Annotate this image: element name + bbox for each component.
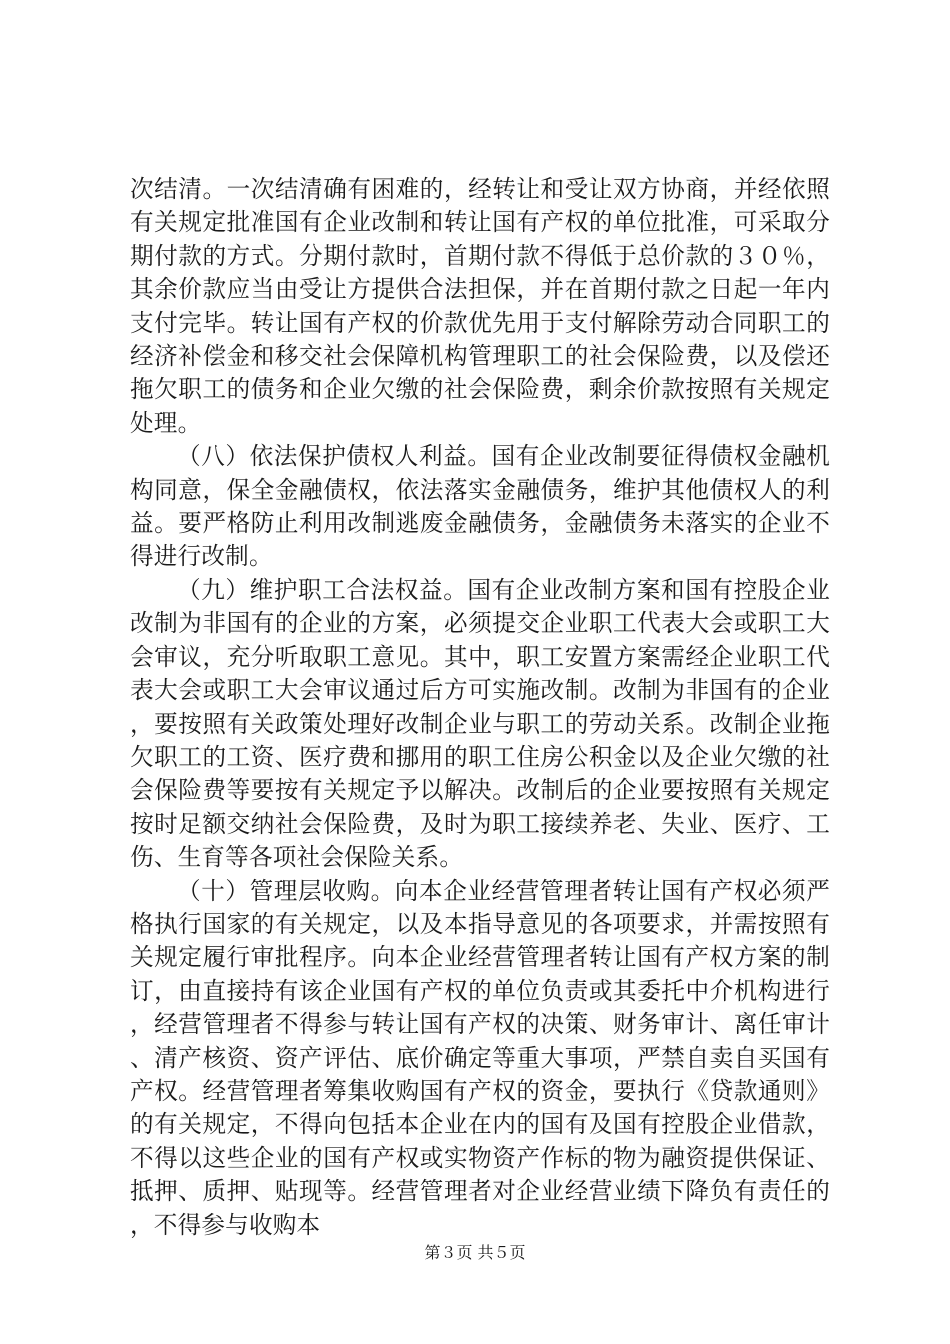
paragraph-section-9: （九）维护职工合法权益。国有企业改制方案和国有控股企业改制为非国有的企业的方案，必须提交企业职工代表大会或职工大会审议，充分听取职工意见。其中，职工安置方案需经企业职工代表大会或职工大会审议通过后方可实施改制。改制为非国有的企业，要按照有关政策处理好改制企业与职工的劳动关系。改制企业拖欠职工的工资、医疗费和挪用的职工住房公积金以及企业欠缴的社会保险费等要按有关规定予以解决。改制后的企业要按照有关规定按时足额交纳社会保险费，及时为职工接续养老、失业、医疗、工伤、生育等各项社会保险关系。 <box>130 575 830 872</box>
paragraph-section-8: （八）依法保护债权人利益。国有企业改制要征得债权金融机构同意，保全金融债权，依法落实金融债务，维护其他债权人的利益。要严格防止利用改制逃废金融债务，金融债务未落实的企业不得进行改制。 <box>130 442 830 571</box>
paragraph-continuation: 次结清。一次结清确有困难的，经转让和受让双方协商，并经依照有关规定批准国有企业改制和转让国有产权的单位批准，可采取分期付款的方式。分期付款时，首期付款不得低于总价款的３０％，其余价款应当由受让方提供合法担保，并在首期付款之日起一年内支付完毕。转让国有产权的价款优先用于支付解除劳动合同职工的经济补偿金和移交社会保障机构管理职工的社会保险费，以及偿还拖欠职工的债务和企业欠缴的社会保险费，剩余价款按照有关规定处理。 <box>130 175 830 437</box>
document-body <box>130 173 830 1242</box>
paragraph-section-10: （十）管理层收购。向本企业经营管理者转让国有产权必须严格执行国家的有关规定，以及本指导意见的各项要求，并需按照有关规定履行审批程序。向本企业经营管理者转让国有产权方案的制订，由直接持有该企业国有产权的单位负责或其委托中介机构进行，经营管理者不得参与转让国有产权的决策、财务审计、离任审计、清产核资、资产评估、底价确定等重大事项，严禁自卖自买国有产权。经营管理者筹集收购国有产权的资金，要执行《贷款通则》的有关规定，不得向包括本企业在内的国有及国有控股企业借款，不得以这些企业的国有产权或实物资产作标的物为融资提供保证、抵押、质押、贴现等。经营管理者对企业经营业绩下降负有责任的，不得参与收购本 <box>130 876 830 1239</box>
page-number-footer: 第３页 共５页 <box>424 1243 526 1262</box>
